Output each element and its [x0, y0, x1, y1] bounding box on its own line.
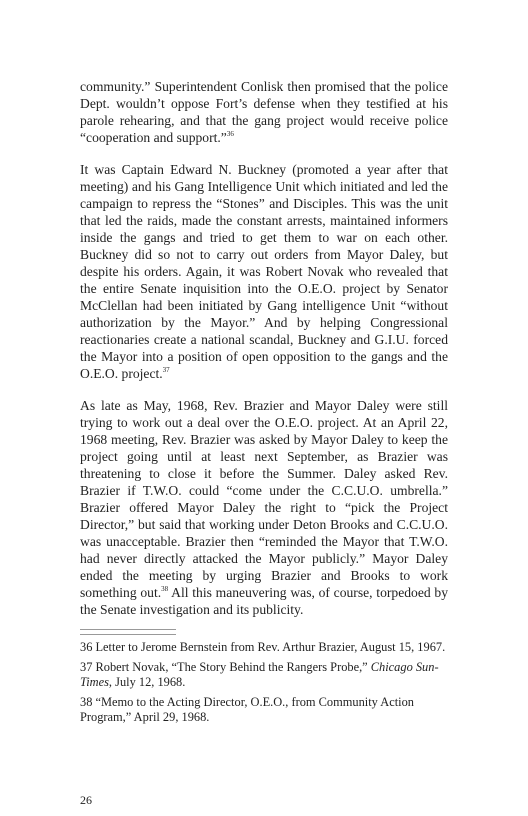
paragraph-text: It was Captain Edward N. Buckney (promoted a year after that meeting) and his Gang Intelligence Unit which initiated and led the campaign to repress the “Stones” and Disciples. This was the unit that led the raids, made the constant arrests, maintained informers inside the gangs and tried to get them to war on each other. Buckney did so not to carry out orders from Mayor Daley, but despite his orders. Again, it was Robert Novak who revealed that the entire Senate inquisition into the O.E.O. project by Senator McClellan had been initiated by Gang intelligence Unit “without authorization by the Mayor.” And by helping Congressional reactionaries create a national scandal, Buckney and G.I.U. forced the Mayor into a position of open opposition to the gangs and the O.E.O. project.	[80, 162, 448, 381]
footnote-text: 38 “Memo to the Acting Director, O.E.O., from Community Action Program,” April 29, 1968.	[80, 694, 415, 724]
footnote-ref-37: 37	[162, 366, 170, 374]
footnote-38	[80, 695, 448, 726]
footnote-ref-38: 38	[161, 585, 169, 593]
paragraph-text: All this maneuvering was, of course, torpedoed by the Senate investigation and its publicity.	[80, 585, 448, 617]
footnote-text: 36 Letter to Jerome Bernstein from Rev. Arthur Brazier, August 15, 1967.	[80, 640, 446, 654]
footnote-36	[80, 640, 448, 656]
footnote-separator	[80, 629, 176, 635]
body-text	[80, 78, 448, 633]
page-number: 26	[80, 793, 92, 807]
paragraph	[80, 397, 448, 618]
paragraph-text: community.” Superintendent Conlisk then promised that the police Dept. wouldn’t oppose Fort’s defense when they testified at his parole rehearing, and that the gang project would receive police “cooperation and support.”	[80, 79, 448, 145]
footnote-37	[80, 660, 448, 691]
footnotes	[80, 640, 448, 730]
footnote-ref-36: 36	[226, 130, 234, 138]
paragraph	[80, 78, 448, 146]
paragraph	[80, 161, 448, 382]
footnote-publication-title: Chicago Sun-Times	[80, 659, 439, 689]
footnote-text: 37 Robert Novak, “The Story Behind the Rangers Probe,”	[80, 659, 371, 674]
footnote-text: , July 12, 1968.	[108, 675, 186, 689]
paragraph-text: As late as May, 1968, Rev. Brazier and Mayor Daley were still trying to work out a deal over the O.E.O. project. At an April 22, 1968 meeting, Rev. Brazier was asked by Mayor Daley to keep the project going until at least next September, as Brazier was threatening to close it before the Summer. Daley asked Rev. Brazier if T.W.O. could “come under the C.C.U.O. umbrella.” Brazier offered Mayor Daley the right to “pick the Project Director,” but said that working under Deton Brooks and C.C.U.O. was unacceptable. Brazier then “reminded the Mayor that T.W.O. had never directly attacked the Mayor publicly.” Mayor Daley ended the meeting by urging Brazier and Brooks to work something out.	[80, 398, 448, 600]
